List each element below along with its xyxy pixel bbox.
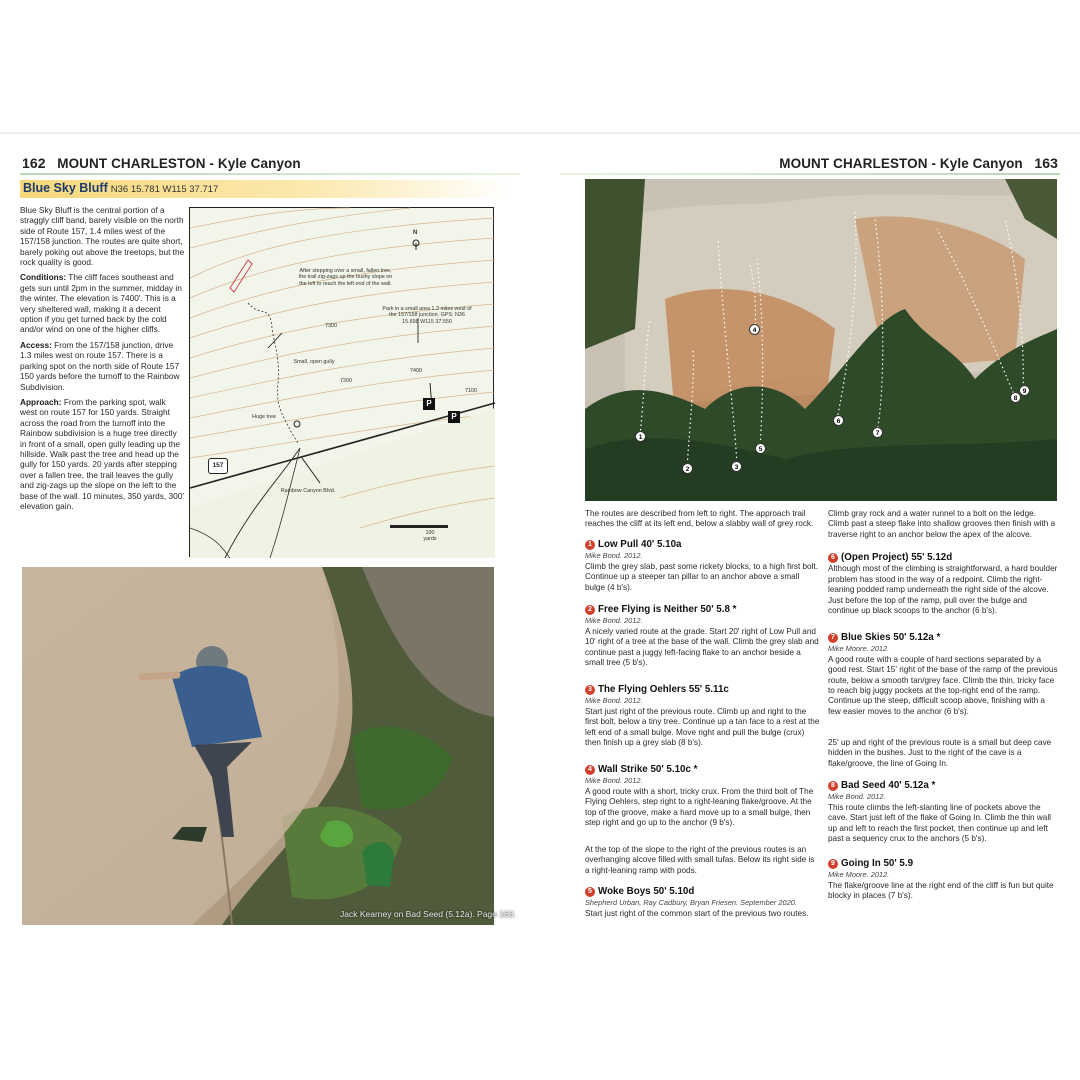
right-page-number: 163	[1034, 155, 1058, 171]
right-running-head	[779, 155, 1058, 171]
route-description: Start just right of the common start of the previous two routes.	[585, 908, 809, 918]
conditions-text: The cliff faces southeast and gets sun until 2pm in the summer, midday in the winter. The elevation is 7400'. This is a very sheltered wall, making it a decent option if you get turned back by the cold and/or wind on one of the higher cliffs.	[20, 272, 182, 335]
left-text-column	[20, 205, 185, 516]
route-name: The Flying Oehlers 55' 5.11c	[598, 684, 729, 695]
approach-map	[189, 207, 494, 557]
cave-note: 25' up and right of the previous route is a small but deep cave hidden in the bushes. Just to the right of the cave is a flake/groove, the line of Going In.	[828, 738, 1052, 768]
route-marker-1: 1	[635, 431, 646, 442]
route-number-badge: 1	[585, 540, 595, 550]
approach-trail	[248, 303, 298, 443]
route-entry-3	[585, 685, 820, 748]
climber-photo	[22, 567, 516, 925]
alcove-note: At the top of the slope to the right of the previous routes is an overhanging alcove filled with small tufas. Below its right side is a right-leaning ramp with pods.	[585, 845, 815, 875]
map-label-tree: Huge tree	[252, 414, 276, 420]
route-marker-8: 8	[1010, 392, 1021, 403]
route-entry-2	[585, 605, 820, 668]
section-title: Blue Sky Bluff	[23, 181, 108, 195]
left-running-head	[22, 155, 301, 171]
route-number-badge: 2	[585, 605, 595, 615]
route-first-ascent: Mike Bond. 2012.	[585, 776, 643, 786]
route-name: Low Pull 40' 5.10a	[598, 539, 682, 550]
route-heading	[828, 781, 1058, 791]
route-description: A good route with a short, tricky crux. From the third bolt of The Flying Oehlers, step right to a right-leaning flake/groove. At the top of the groove, make a hard move up to a small bulge, then step right and go up to the anchor (9 b's).	[585, 786, 814, 828]
route-entry-4	[585, 765, 820, 828]
climber-photo-art	[22, 567, 494, 925]
route-name: (Open Project) 55' 5.12d	[841, 552, 953, 563]
contour-label-7400: 7400	[410, 368, 422, 374]
route-name: Blue Skies 50' 5.12a *	[841, 632, 941, 643]
route-marker-7: 7	[872, 427, 883, 438]
route-first-ascent: Mike Moore. 2012.	[828, 870, 890, 880]
approach-paragraph	[20, 397, 185, 511]
parking-icon	[423, 398, 435, 410]
route-first-ascent: Mike Bond. 2012.	[828, 792, 886, 802]
access-text: From the 157/158 junction, drive 1.3 miles west on route 157. There is a parking spot on the north side of Route 157 150 yards before the turnoff to the Rainbow Subdivision.	[20, 339, 180, 392]
route-number-badge: 3	[585, 685, 595, 695]
cliff-outline	[230, 260, 252, 292]
map-label-gully: Small, open gully	[293, 359, 335, 365]
route-number-badge: 6	[828, 553, 838, 563]
route-number-badge: 9	[828, 859, 838, 869]
route-marker-9: 9	[1019, 385, 1030, 396]
route-entry-1	[585, 540, 820, 593]
section-title-wrap	[23, 181, 218, 195]
book-spread	[0, 135, 1080, 935]
route-marker-2: 2	[682, 463, 693, 474]
cliff-photo-art	[585, 179, 1057, 501]
route-description: A nicely varied route at the grade. Start 20' right of Low Pull and 10' right of a tree at the base of the wall. Climb the grey slab and continue past a juggy left-facing flake to an anchor beside a small tree (5 b's).	[585, 626, 819, 668]
parking-icon-label: P	[451, 412, 457, 421]
route-157-shield-icon	[208, 458, 228, 474]
left-head-rule	[20, 173, 520, 175]
contour-label-7100: 7100	[465, 388, 477, 394]
route-marker-3: 3	[731, 461, 742, 472]
route-name: Free Flying is Neither 50' 5.8 *	[598, 604, 737, 615]
cliff-topo-photo	[585, 179, 1057, 501]
contour-label-7300: 7300	[325, 323, 337, 329]
route-number-badge: 7	[828, 633, 838, 643]
scale-bar	[390, 525, 448, 528]
route-marker-6: 6	[833, 415, 844, 426]
route-entry-8	[828, 781, 1058, 844]
huge-tree-marker	[294, 421, 300, 427]
route-heading	[585, 685, 820, 695]
section-banner	[20, 180, 510, 198]
right-running-title: MOUNT CHARLESTON - Kyle Canyon	[779, 156, 1023, 171]
routes-intro: The routes are described from left to right. The approach trail reaches the cliff at its left end, below a slabby wall of grey rock.	[585, 509, 814, 529]
approach-label: Approach:	[20, 396, 62, 407]
parking-icon	[448, 411, 460, 423]
route-first-ascent: Mike Bond. 2012.	[585, 616, 643, 626]
conditions-paragraph	[20, 272, 185, 334]
route-marker-5: 5	[755, 443, 766, 454]
right-page	[540, 135, 1080, 935]
route-number-badge: 8	[828, 781, 838, 791]
map-note-trail: After stepping over a small, fallen tree, the trail zig-zags up the bushy slope on the left to reach the left end of the wall.	[298, 268, 393, 287]
route-name: Bad Seed 40' 5.12a *	[841, 780, 936, 791]
route-heading	[585, 540, 820, 550]
left-running-title: MOUNT CHARLESTON - Kyle Canyon	[57, 156, 301, 171]
route-entry-5	[585, 887, 820, 919]
route-number-badge: 4	[585, 765, 595, 775]
route-entry-7	[828, 633, 1058, 717]
route-description: Start just right of the previous route. Climb up and right to the first bolt, below a tiny tree. Continue up a tan face to a rest at the left end of a small bulge. Move right and pull the bulge (crux) then finish up a grey slab (8 b's).	[585, 706, 820, 748]
route-first-ascent: Mike Bond. 2012.	[585, 696, 643, 706]
route-description: The flake/groove line at the right end of the cliff is fun but quite blocky in places (7 b's).	[828, 880, 1054, 901]
section-gps: N36 15.781 W115 37.717	[110, 184, 219, 195]
left-page-number: 162	[22, 155, 46, 171]
intro-paragraph: Blue Sky Bluff is the central portion of a straggly cliff band, barely visible on the north side of Route 157, 1.4 miles west of the 157/158 junction. The routes are quite short, barely poking out above the treetops, but the rock quality is good.	[20, 205, 185, 268]
parking-icon-label: P	[426, 399, 432, 408]
left-page	[0, 135, 540, 935]
route-name: Woke Boys 50' 5.10d	[598, 886, 695, 897]
map-note-park: Park in a small area 1.3 miles west of the 157/158 junction. GPS: N36 15.698 W115 37.550	[382, 306, 472, 325]
route-entry-6	[828, 553, 1058, 616]
photo-caption: Jack Kearney on Bad Seed (5.12a). Page 163.	[340, 909, 516, 919]
route-heading	[585, 887, 820, 897]
route-name: Going In 50' 5.9	[841, 858, 914, 869]
valley-fill	[190, 408, 495, 558]
route-description: Although most of the climbing is straightforward, a hard boulder problem has stood in the way of a redpoint. Climb the right-leaning podded ramp underneath the right side of the alcove. Just before the top of the ramp, pull over the bulge and continue up black scoops to the anchor (6 b's).	[828, 564, 1058, 616]
route-number-badge: 5	[585, 887, 595, 897]
access-paragraph	[20, 340, 185, 392]
route-heading	[828, 859, 1058, 869]
access-label: Access:	[20, 339, 52, 350]
contour-label-7200: 7200	[340, 378, 352, 384]
route-heading	[828, 633, 1058, 643]
right-head-rule	[560, 173, 1060, 175]
route-heading	[828, 553, 1058, 563]
scale-label: 100 yards	[423, 530, 437, 543]
route-first-ascent: Mike Moore. 2012.	[828, 644, 890, 654]
route-shield-label: 157	[212, 462, 224, 469]
route-first-ascent: Shepherd Urban, Ray Cadbury, Bryan Friesen. September 2020.	[585, 898, 797, 908]
north-label: N	[413, 230, 418, 236]
route-heading	[585, 765, 820, 775]
route-description: A good route with a couple of hard sections separated by a good rest. Start 15' right of the base of the ramp of the previous route, below a smooth tan/grey face. Climb the thin, tricky face to reach big juggy pockets at the top-right end of the ramp. Continue up the steep, difficult scoop above, finishing with a few easier moves to the anchor (6 b's).	[828, 654, 1058, 716]
route-first-ascent: Mike Bond. 2012.	[585, 551, 643, 561]
woke-boys-continuation: Climb gray rock and a water runnel to a bolt on the ledge. Climb past a steep flake into shallow grooves then finish with a traverse right to an anchor below the apex of the alcove.	[828, 509, 1056, 539]
map-label-road: Rainbow Canyon Blvd.	[280, 488, 336, 494]
approach-text: From the parking spot, walk west on route 157 for 150 yards. Straight across the road from the turnoff into the Rainbow subdivision is a huge tree directly in front of a small, open gully leading up the hillside. Walk past the tree and head up the gully for 150 yards. 20 yards after stepping over a fallen tree, the trail leaves the gully and zig-zags up the slope on the left to the base of the wall. 10 minutes, 350 yards, 300' elevation gain.	[20, 396, 184, 511]
conditions-label: Conditions:	[20, 272, 67, 283]
route-heading	[585, 605, 820, 615]
route-description: Climb the grey slab, past some rickety blocks, to a high first bolt. Continue up a steeper tan pillar to an anchor above a small bulge (4 b's).	[585, 561, 818, 592]
route-name: Wall Strike 50' 5.10c *	[598, 764, 698, 775]
route-description: This route climbs the left-slanting line of pockets above the cave. Start just left of the flake of Going In. Climb the thin wall up and left to reach the first pocket, then continue up and left past a sequency crux to the anchors (5 b's).	[828, 802, 1051, 844]
route-marker-4: 4	[749, 324, 760, 335]
route-entry-9	[828, 859, 1058, 902]
